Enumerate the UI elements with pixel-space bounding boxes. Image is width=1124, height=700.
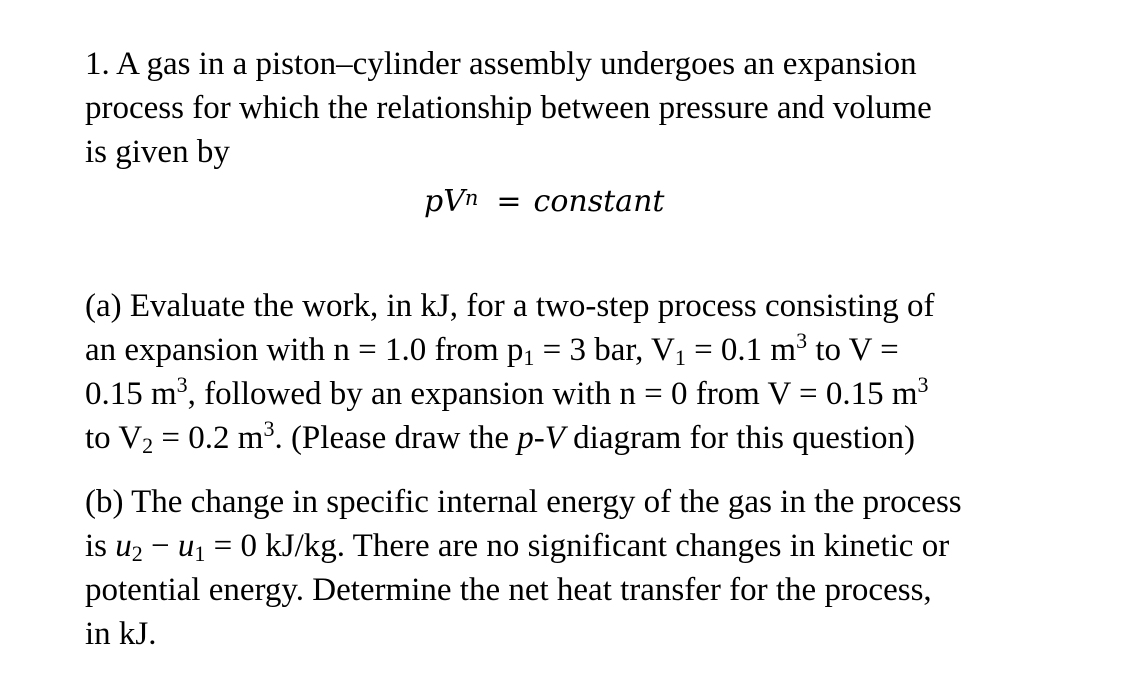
part-a-line-2: [85, 328, 1025, 372]
equation-exponent: n: [464, 186, 479, 210]
problem-intro: [85, 42, 1035, 174]
part-a-text: . (Please draw the: [274, 420, 518, 456]
subscript: 2: [142, 433, 154, 458]
part-a-line-4: [85, 416, 1025, 460]
part-a-text: = 3 bar, V: [534, 332, 675, 368]
part-a-text: , followed by an expansion with n = 0 from V = 0.15 m: [187, 376, 918, 412]
part-a: [85, 284, 1025, 460]
part-a-text: an expansion with n = 1.0 from p: [85, 332, 524, 368]
part-b-line-2: [85, 524, 1025, 568]
part-a-text: = 0.1 m: [685, 332, 797, 368]
subscript: 1: [523, 345, 535, 370]
pv-diagram-term: p-V: [517, 420, 565, 456]
subscript: 1: [674, 345, 686, 370]
part-b-text: is: [85, 528, 116, 564]
equation-lhs: pV: [424, 184, 465, 219]
internal-energy-symbol: u: [115, 528, 132, 564]
part-b-line-1: (b) The change in specific internal energy of the gas in the process: [85, 484, 962, 520]
superscript: 3: [263, 416, 275, 441]
superscript: 3: [917, 372, 929, 397]
part-a-text: = 0.2 m: [153, 420, 264, 456]
part-a-line-3: [85, 372, 1025, 416]
part-b: [85, 480, 1025, 656]
part-a-text: to V =: [807, 332, 899, 368]
equation-equals: =: [496, 184, 522, 219]
part-b-line-3: potential energy. Determine the net heat transfer for the process,: [85, 572, 932, 608]
minus-sign: −: [142, 528, 178, 564]
intro-line-1: 1. A gas in a piston–cylinder assembly undergoes an expansion: [85, 46, 917, 82]
intro-line-3: is given by: [85, 134, 230, 170]
subscript: 2: [131, 541, 143, 566]
equation-rhs: constant: [533, 184, 665, 219]
polytropic-equation: [424, 180, 664, 224]
part-b-text: = 0 kJ/kg. There are no significant changes in kinetic or: [205, 528, 950, 564]
part-a-text: to V: [85, 420, 143, 456]
part-a-text: diagram for this question): [564, 420, 916, 456]
superscript: 3: [796, 328, 808, 353]
part-a-line-1: (a) Evaluate the work, in kJ, for a two-step process consisting of: [85, 288, 935, 324]
internal-energy-symbol: u: [177, 528, 195, 564]
intro-line-2: process for which the relationship between pressure and volume: [85, 90, 932, 126]
part-a-text: 0.15 m: [85, 376, 177, 412]
superscript: 3: [176, 372, 188, 397]
subscript: 1: [194, 541, 206, 566]
part-b-line-4: in kJ.: [85, 616, 157, 652]
